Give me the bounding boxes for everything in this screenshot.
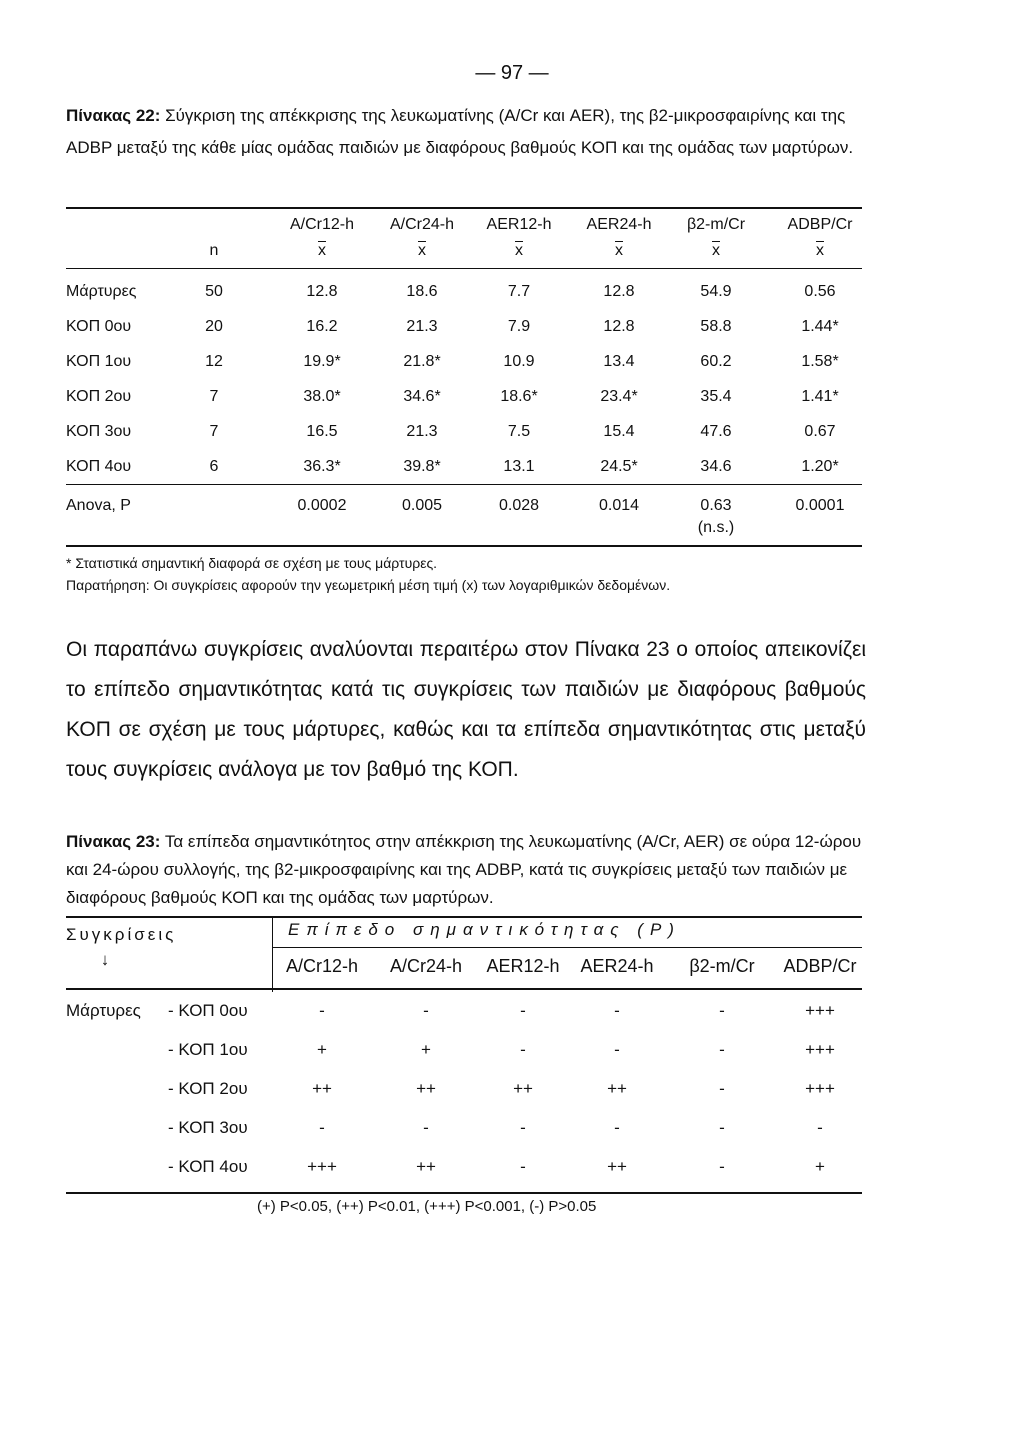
table22-caption-label: Πίνακας 22:: [66, 106, 161, 125]
t22-cell-0-2: 7.7: [507, 283, 531, 300]
t22-cell-2-1: 21.8*: [403, 353, 441, 370]
t23-cell-4-1: ++: [416, 1157, 436, 1176]
t22-mean-symbol-1: $\overline{x}$: [418, 242, 426, 259]
t22-anova-3: 0.014: [598, 497, 640, 514]
table23-caption: [66, 828, 866, 912]
t22-row-label-4: ΚΟΠ 3ου: [66, 423, 132, 440]
t22-header-0: A/Cr12-h: [289, 216, 355, 233]
t22-cell-0-0: 12.8: [306, 283, 338, 300]
t22-cell-2-3: 13.4: [603, 353, 635, 370]
t22-row-label-1: ΚΟΠ 0ου: [66, 318, 132, 335]
page-number: — 97 —: [475, 62, 549, 84]
t22-row-n-3: 7: [209, 388, 219, 405]
t23-cell-1-4: -: [719, 1040, 725, 1059]
t22-header-3: AER24-h: [586, 216, 652, 233]
t22-mean-symbol-5: $\overline{x}$: [816, 242, 824, 259]
t22-header-4: β2-m/Cr: [686, 216, 746, 233]
t23-cell-4-4: -: [719, 1157, 725, 1176]
t22-cell-0-5: 0.56: [804, 283, 836, 300]
t23-row-label-0: - ΚΟΠ 0ου: [168, 1001, 248, 1020]
t23-row-label-3: - ΚΟΠ 3ου: [168, 1118, 248, 1137]
t22-row-label-2: ΚΟΠ 1ου: [66, 353, 132, 370]
t22-mean-symbol-2: $\overline{x}$: [515, 242, 523, 259]
t23-cell-1-2: -: [520, 1040, 526, 1059]
t23-cell-2-5: +++: [805, 1079, 835, 1098]
t22-anova-0: 0.0002: [297, 497, 347, 514]
t22-row-label-3: ΚΟΠ 2ου: [66, 388, 132, 405]
body-paragraph: Οι παραπάνω συγκρίσεις αναλύονται περαιτέρω στον Πίνακα 23 ο οποίος απεικονίζει το επίπεδο σημαντικότητας κατά τις συγκρίσεις των παιδιών με διαφόρους βαθμούς ΚΟΠ σε σχέση με τους μάρτυρες, καθώς και τα επίπεδα σημαντικότητας στις μεταξύ τους συγκρίσεις ανάλογα με τον βαθμό της ΚΟΠ.: [66, 638, 866, 781]
t22-cell-5-1: 39.8*: [403, 458, 441, 475]
t23-header-2: AER12-h: [486, 956, 560, 976]
table23-vertical-rule: [272, 916, 273, 992]
t22-cell-2-5: 1.58*: [801, 353, 839, 370]
t22-mean-symbol-3: $\overline{x}$: [615, 242, 623, 259]
t22-cell-1-3: 12.8: [603, 318, 635, 335]
t22-anova-label: Anova, P: [66, 497, 131, 514]
t22-cell-5-2: 13.1: [503, 458, 535, 475]
table22-top-rule: [66, 207, 862, 209]
t23-cell-2-0: ++: [312, 1079, 332, 1098]
t23-row-label-2: - ΚΟΠ 2ου: [168, 1079, 248, 1098]
table23-bottom-rule: [66, 1192, 862, 1194]
t22-cell-4-4: 47.6: [700, 423, 732, 440]
table22-body-rule: [66, 484, 862, 485]
t22-anova-5: 0.0001: [795, 497, 845, 514]
t23-row-label-1: - ΚΟΠ 1ου: [168, 1040, 248, 1059]
t22-mean-symbol-4: $\overline{x}$: [712, 242, 720, 259]
t22-cell-4-0: 16.5: [306, 423, 338, 440]
t22-cell-4-2: 7.5: [507, 423, 531, 440]
t23-cell-0-3: -: [614, 1001, 620, 1020]
t22-anova-ns: (n.s.): [697, 519, 735, 536]
t22-cell-1-4: 58.8: [700, 318, 732, 335]
t23-cell-0-2: -: [520, 1001, 526, 1020]
t23-cell-4-0: +++: [307, 1157, 337, 1176]
table23-header-rule: [66, 988, 862, 990]
t23-cell-3-3: -: [614, 1118, 620, 1137]
t22-cell-1-5: 1.44*: [801, 318, 839, 335]
table23-top-rule: [66, 916, 862, 918]
t23-cell-0-1: -: [423, 1001, 429, 1020]
t23-row-label-4: - ΚΟΠ 4ου: [168, 1157, 248, 1176]
t22-cell-1-0: 16.2: [306, 318, 338, 335]
t22-header-5: ADBP/Cr: [787, 216, 853, 233]
t22-row-label-5: ΚΟΠ 4ου: [66, 458, 132, 475]
table22-header-rule: [66, 268, 862, 269]
t23-header-arrow: ↓: [100, 950, 110, 969]
t22-cell-5-4: 34.6: [700, 458, 732, 475]
t23-cell-3-5: -: [817, 1118, 823, 1137]
t22-header-n: n: [209, 242, 219, 259]
t22-cell-5-5: 1.20*: [801, 458, 839, 475]
t22-cell-3-1: 34.6*: [403, 388, 441, 405]
t22-cell-0-4: 54.9: [700, 283, 732, 300]
t23-header-0: A/Cr12-h: [285, 956, 359, 976]
t22-anova-1: 0.005: [401, 497, 443, 514]
t22-row-n-1: 20: [205, 318, 223, 335]
t22-cell-3-4: 35.4: [700, 388, 732, 405]
t23-group-label: Μάρτυρες: [66, 1001, 141, 1020]
table22-footnote-2: Παρατήρηση: Οι συγκρίσεις αφορούν την γεωμετρική μέση τιμή (x) των λογαριθμικών δεδομένων.: [66, 577, 671, 593]
t23-cell-1-3: -: [614, 1040, 620, 1059]
t23-cell-2-3: ++: [607, 1079, 627, 1098]
t23-header-1: A/Cr24-h: [389, 956, 463, 976]
t23-cell-0-4: -: [719, 1001, 725, 1020]
t22-cell-5-3: 24.5*: [600, 458, 638, 475]
t22-cell-2-2: 10.9: [503, 353, 535, 370]
t22-anova-2: 0.028: [498, 497, 540, 514]
t22-anova-4: 0.63: [700, 497, 732, 514]
table22-footnote-1: * Στατιστικά σημαντική διαφορά σε σχέση με τους μάρτυρες.: [66, 555, 438, 571]
t23-cell-3-2: -: [520, 1118, 526, 1137]
t23-cell-1-1: +: [421, 1040, 431, 1059]
t22-mean-symbol-0: $\overline{x}$: [318, 242, 326, 259]
t22-row-n-5: 6: [209, 458, 219, 475]
t22-row-n-2: 12: [205, 353, 223, 370]
t22-row-n-0: 50: [205, 283, 223, 300]
t22-row-label-0: Μάρτυρες: [66, 283, 137, 300]
t23-cell-0-5: +++: [805, 1001, 835, 1020]
t23-cell-2-4: -: [719, 1079, 725, 1098]
t23-header-5: ADBP/Cr: [783, 956, 857, 976]
t23-header-left: Συγκρίσεις: [66, 925, 177, 944]
table22-bottom-rule: [66, 545, 862, 547]
table22-caption-text: Σύγκριση της απέκκρισης της λευκωματίνης (A/Cr και AER), της β2-μικροσφαιρίνης και της ADBP μεταξύ της κάθε μίας ομάδας παιδιών με διαφόρους βαθμούς ΚΟΠ και της ομάδας των μαρτύρων.: [66, 106, 854, 157]
t23-cell-2-1: ++: [416, 1079, 436, 1098]
t22-cell-3-0: 38.0*: [303, 388, 341, 405]
t23-header-3: AER24-h: [580, 956, 654, 976]
t22-cell-1-2: 7.9: [507, 318, 531, 335]
t23-cell-2-2: ++: [513, 1079, 533, 1098]
table23-caption-label: Πίνακας 23:: [66, 832, 161, 851]
t22-cell-0-1: 18.6: [406, 283, 438, 300]
t23-cell-1-0: +: [317, 1040, 327, 1059]
t22-header-1: A/Cr24-h: [389, 216, 455, 233]
table23-span-rule: [272, 947, 862, 948]
t22-cell-1-1: 21.3: [406, 318, 438, 335]
table23-caption-text: Τα επίπεδα σημαντικότητος στην απέκκριση της λευκωματίνης (A/Cr, AER) σε ούρα 12-ώρου και 24-ώρου συλλογής, της β2-μικροσφαιρίνης και της ADBP, κατά τις συγκρίσεις μεταξύ των παιδιών με διαφόρους βαθμούς ΚΟΠ και της ομάδας των μαρτύρων.: [66, 832, 862, 907]
t22-header-2: AER12-h: [486, 216, 552, 233]
t23-cell-4-2: -: [520, 1157, 526, 1176]
t23-cell-3-1: -: [423, 1118, 429, 1137]
t23-header-span: Επίπεδο σημαντικότητας (P): [288, 920, 681, 939]
t22-cell-3-2: 18.6*: [500, 388, 538, 405]
t23-cell-3-0: -: [319, 1118, 325, 1137]
t23-cell-4-3: ++: [607, 1157, 627, 1176]
t23-header-4: β2-m/Cr: [689, 956, 755, 976]
t22-cell-3-5: 1.41*: [801, 388, 839, 405]
t23-cell-3-4: -: [719, 1118, 725, 1137]
t22-cell-2-0: 19.9*: [303, 353, 341, 370]
t22-cell-0-3: 12.8: [603, 283, 635, 300]
t23-cell-4-5: +: [815, 1157, 825, 1176]
t22-cell-2-4: 60.2: [700, 353, 732, 370]
t22-cell-3-3: 23.4*: [600, 388, 638, 405]
t22-cell-4-3: 15.4: [603, 423, 635, 440]
table22-caption: [66, 100, 866, 164]
t23-cell-0-0: -: [319, 1001, 325, 1020]
table23-legend: (+) P<0.05, (++) P<0.01, (+++) P<0.001, (-) P>0.05: [257, 1198, 597, 1215]
t23-cell-1-5: +++: [805, 1040, 835, 1059]
t22-row-n-4: 7: [209, 423, 219, 440]
t22-cell-4-1: 21.3: [406, 423, 438, 440]
t22-cell-5-0: 36.3*: [303, 458, 341, 475]
t22-cell-4-5: 0.67: [804, 423, 836, 440]
